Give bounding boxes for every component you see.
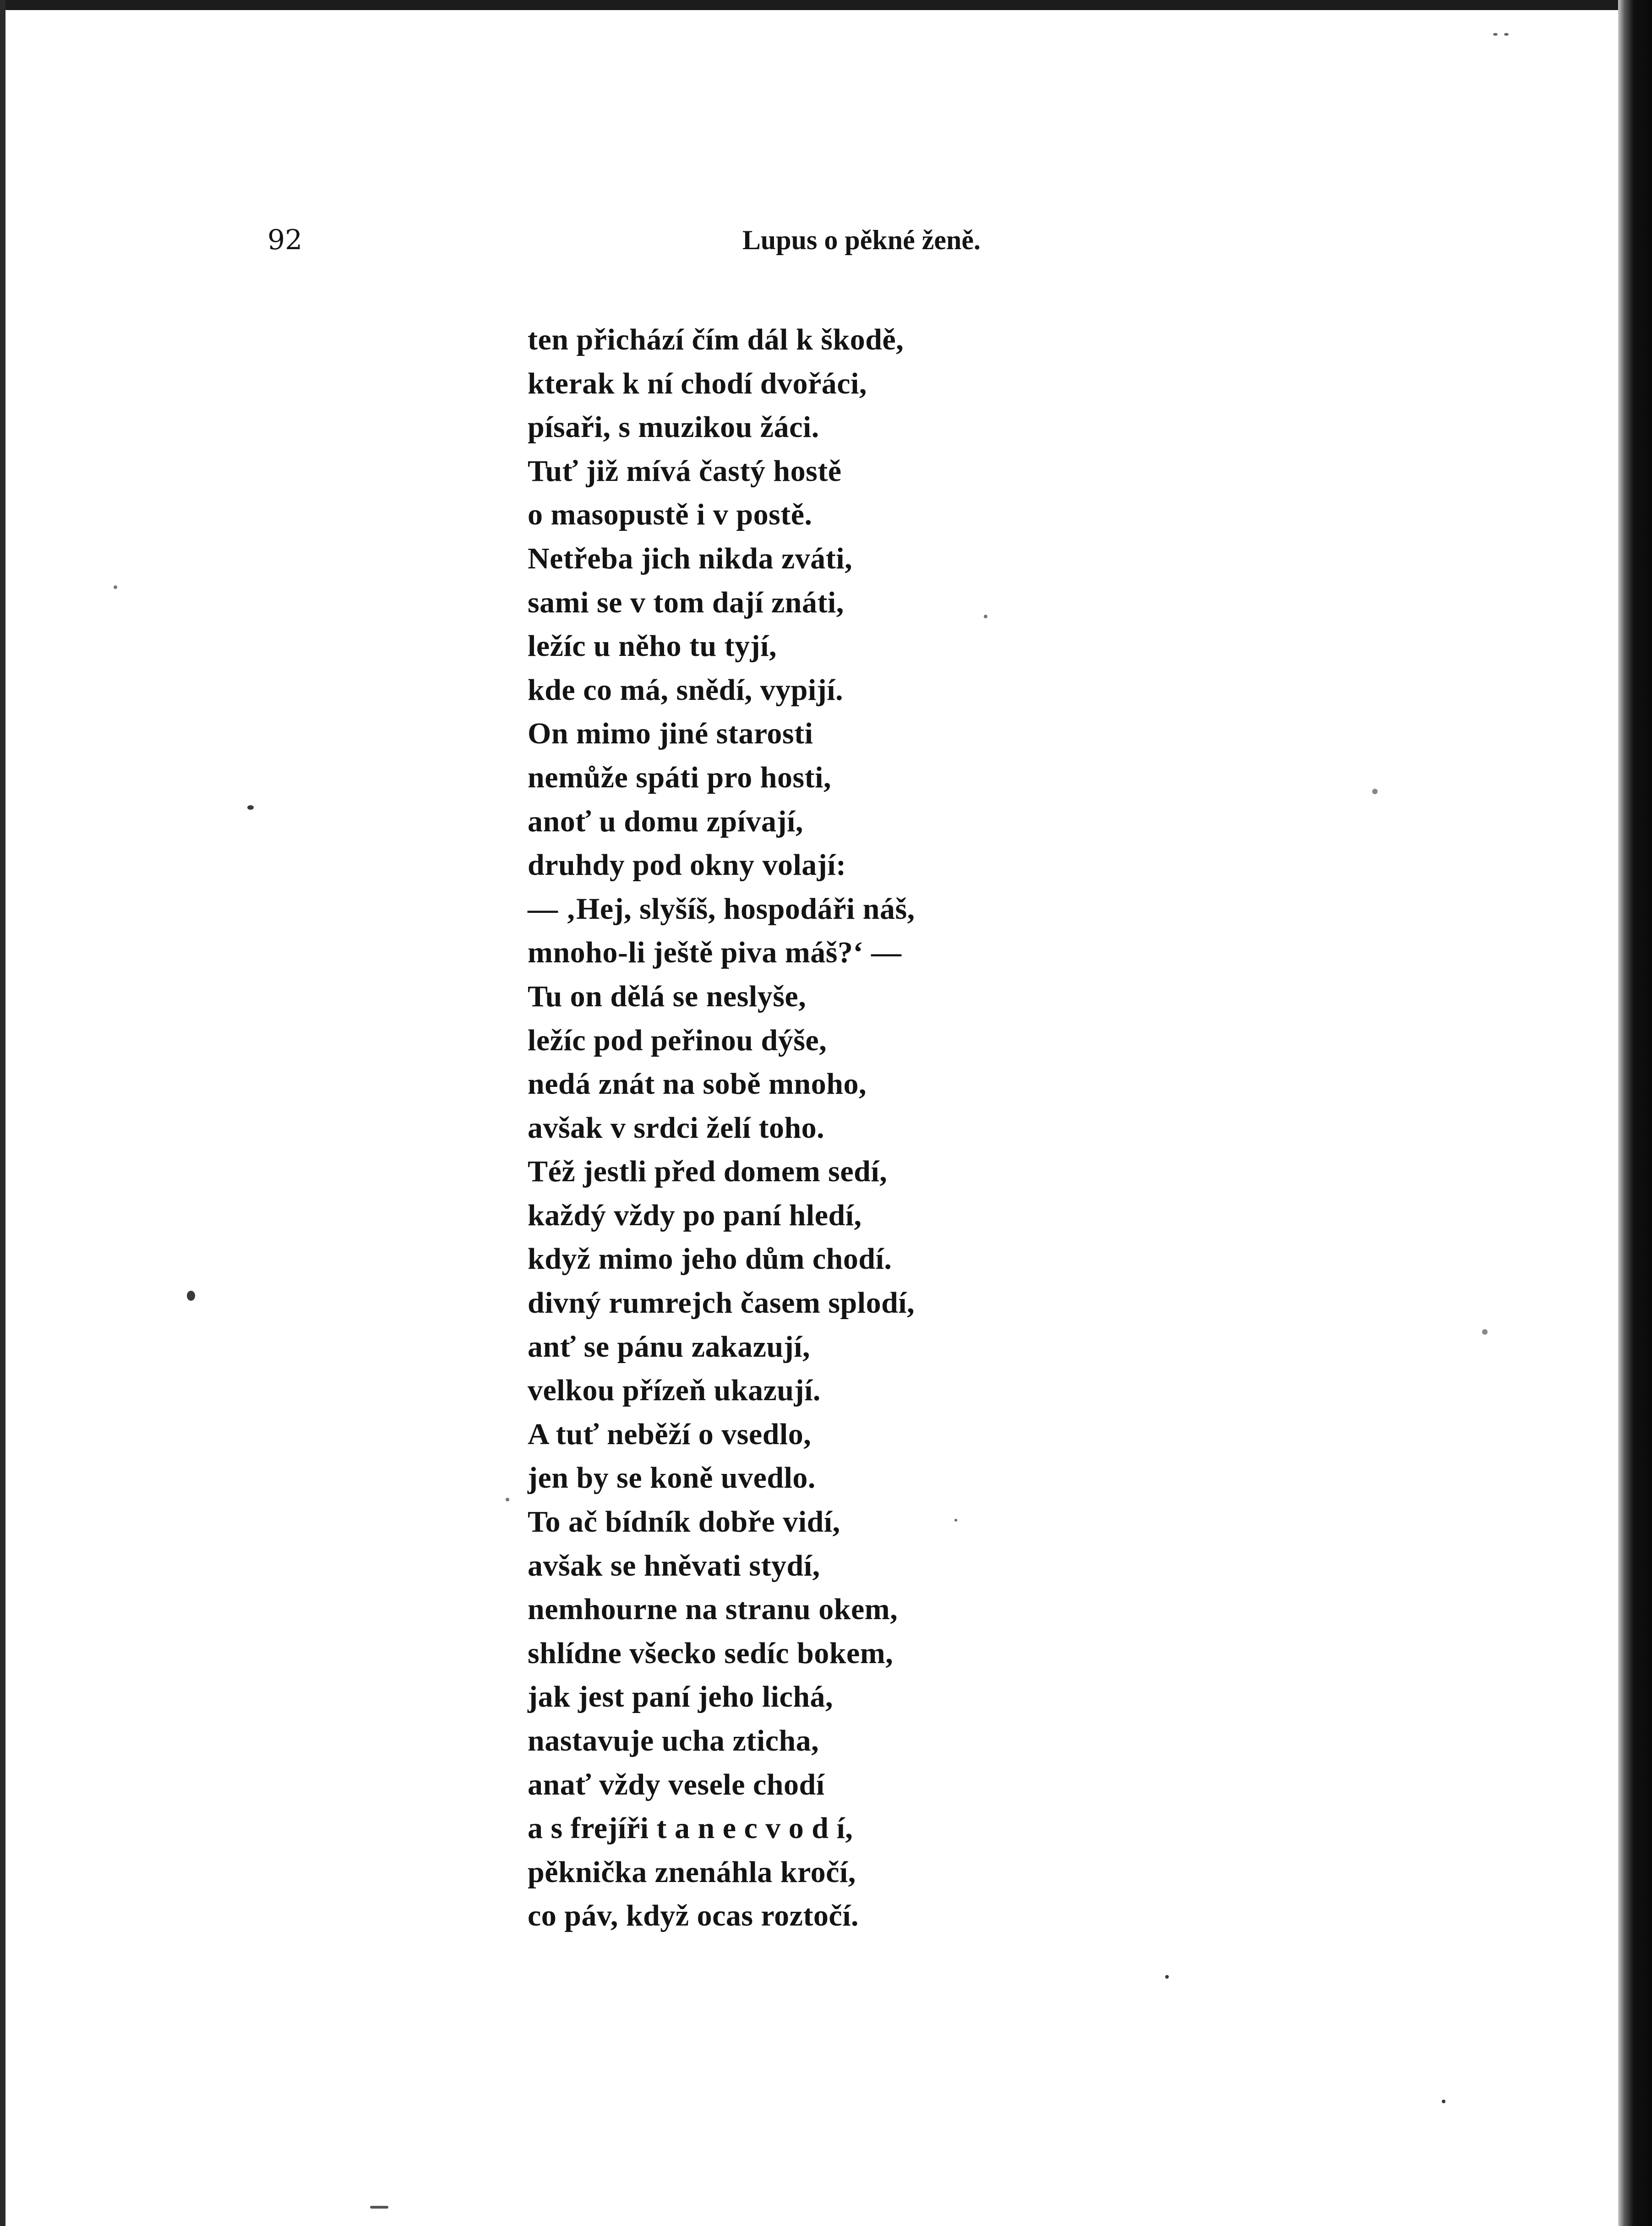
scan-speck: [1493, 33, 1498, 36]
scan-speck: [1372, 789, 1378, 794]
scan-speck: [506, 1498, 509, 1501]
verse-line: každý vždy po paní hledí,: [528, 1198, 862, 1232]
verse-line: anať vždy vesele chodí: [528, 1768, 825, 1801]
verse-line: když mimo jeho dům chodí.: [528, 1242, 892, 1276]
verse-line: anoť u domu zpívají,: [528, 804, 803, 838]
verse-line: avšak v srdci želí toho.: [528, 1111, 825, 1145]
scan-speck: [954, 1519, 957, 1522]
scan-speck: [370, 2206, 388, 2209]
verse-line: ten přichází čím dál k škodě,: [528, 323, 904, 356]
scan-speck: [114, 585, 117, 589]
scan-border-left: [0, 0, 5, 2226]
verse-line: nedá znát na sobě mnoho,: [528, 1067, 867, 1101]
scan-speck: [1504, 33, 1509, 36]
book-page: [5, 10, 1618, 2226]
verse-line: nemhourne na stranu okem,: [528, 1593, 898, 1626]
verse-line: jak jest paní jeho lichá,: [528, 1680, 834, 1714]
page-number: 92: [267, 224, 303, 256]
verse-line: ležíc u něho tu tyjí,: [528, 629, 777, 663]
verse-line: divný rumrejch časem splodí,: [528, 1286, 915, 1320]
verse-line: shlídne všecko sedíc bokem,: [528, 1636, 894, 1670]
verse-line: avšak se hněvati stydí,: [528, 1549, 820, 1582]
verse-line: ležíc pod peřinou dýše,: [528, 1023, 827, 1057]
verse-line: kde co má, snědí, vypijí.: [528, 673, 844, 707]
scan-border-right: [1618, 0, 1652, 2226]
verse-line: Tu on dělá se neslyše,: [528, 979, 807, 1013]
verse-line: On mimo jiné starosti: [528, 717, 813, 751]
scan-speck: [187, 1291, 195, 1301]
verse-line: a s frejíři t a n e c v o d í,: [528, 1811, 853, 1845]
verse-line: jen by se koně uvedlo.: [528, 1461, 816, 1495]
verse-line: druhdy pod okny volají:: [528, 848, 846, 882]
scan-speck: [1482, 1329, 1488, 1335]
verse-line: nemůže spáti pro hosti,: [528, 760, 831, 794]
verse-line: co páv, když ocas roztočí.: [528, 1899, 859, 1933]
verse-line: písaři, s muzikou žáci.: [528, 410, 819, 444]
verse-line: nastavuje ucha zticha,: [528, 1724, 819, 1757]
scan-speck: [1165, 1975, 1169, 1979]
scan-speck: [1442, 2100, 1445, 2103]
verse-line: — ‚Hej, slyšíš, hospodáři náš,: [528, 892, 915, 926]
verse-line: To ač bídník dobře vidí,: [528, 1505, 840, 1539]
verse-line: anť se pánu zakazují,: [528, 1330, 811, 1364]
verse-line: pěknička znenáhla kročí,: [528, 1855, 856, 1889]
verse-line: kterak k ní chodí dvořáci,: [528, 366, 867, 400]
verse-line: velkou přízeň ukazují.: [528, 1374, 821, 1408]
verse-line: o masopustě i v postě.: [528, 498, 812, 532]
scan-border-top: [0, 0, 1652, 10]
verse-line: A tuť neběží o vsedlo,: [528, 1417, 812, 1451]
verse-line: Též jestli před domem sedí,: [528, 1155, 888, 1189]
scan-speck: [247, 805, 254, 810]
verse-line: sami se v tom dají znáti,: [528, 585, 844, 619]
verse-line: Netřeba jich nikda zváti,: [528, 541, 853, 575]
verse-line: mnoho-li ještě piva máš?‘ —: [528, 936, 902, 970]
poem-text: [528, 318, 1041, 1938]
scan-speck: [984, 615, 987, 618]
running-head: Lupus o pěkné ženě.: [742, 225, 981, 255]
verse-line: Tuť již mívá častý hostě: [528, 454, 842, 488]
